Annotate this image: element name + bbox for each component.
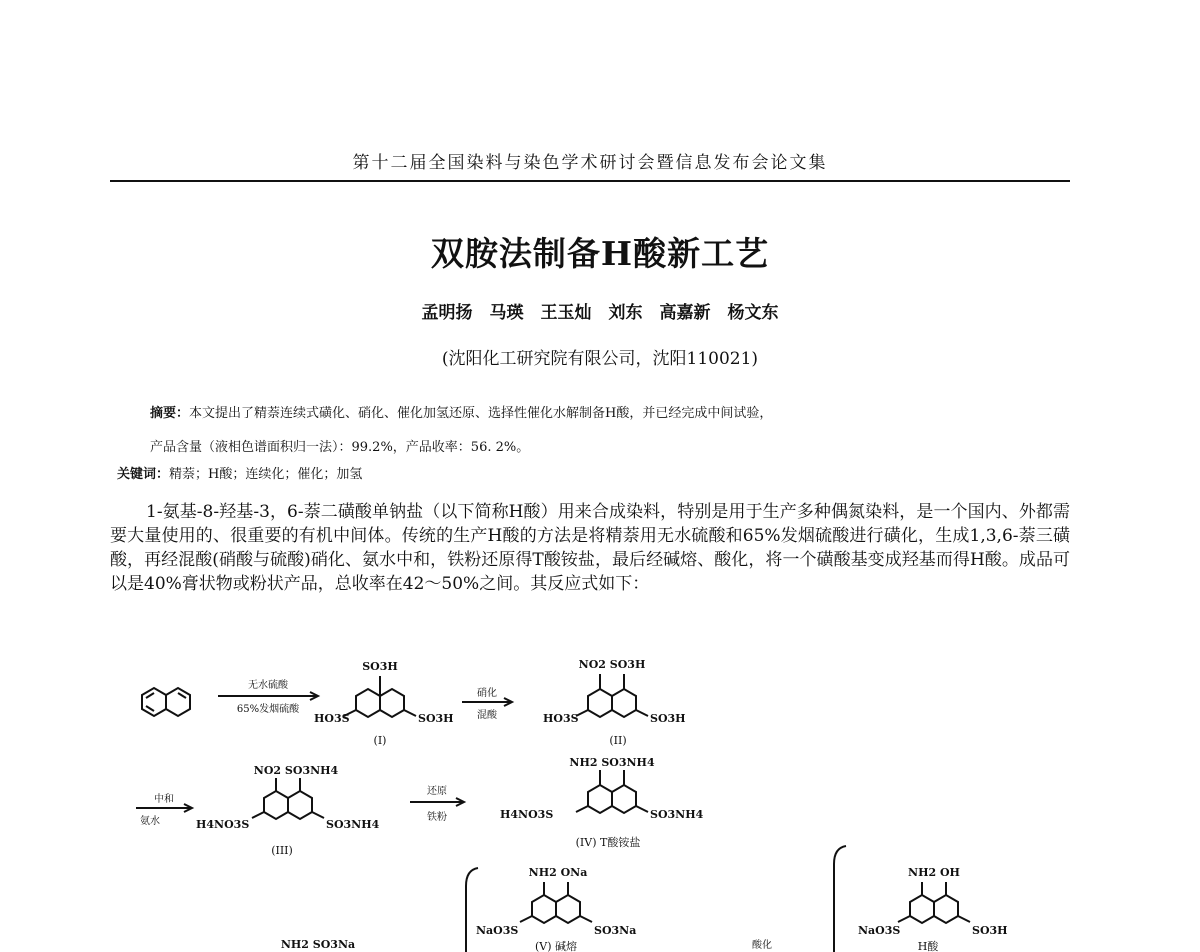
- arrow-5-top-label: 酸化: [752, 940, 772, 951]
- intro-paragraph: [110, 500, 1070, 596]
- arrow-4-bottom-label: 铁粉: [427, 812, 447, 823]
- bracket-right: [834, 846, 846, 952]
- paper-title: 双胺法制备H酸新工艺: [430, 234, 770, 273]
- compound-3-right-group: SO3NH4: [326, 818, 380, 831]
- h-acid-structure: [898, 882, 970, 923]
- reaction-scheme: [0, 640, 1200, 952]
- compound-2-top-group: NO2 SO3H: [578, 658, 646, 671]
- arrow-4-top-label: 还原: [427, 786, 447, 797]
- h-acid-label: H酸: [917, 940, 939, 952]
- abstract-line-1: [150, 402, 772, 421]
- compound-2-left-group: HO3S: [543, 712, 579, 725]
- h-acid-top-group: NH2 OH: [908, 866, 960, 879]
- compound-6-top-group: NH2 ONa: [528, 866, 588, 879]
- compound-1-structure: [344, 676, 416, 717]
- compound-3-top-group: NO2 SO3NH4: [253, 764, 339, 777]
- header-rule: [110, 180, 1070, 182]
- compound-4-structure: [576, 770, 648, 813]
- compound-1-top-group: SO3H: [362, 660, 398, 673]
- compound-5-top-group: NH2 SO3Na: [280, 938, 356, 951]
- compound-4-right-group: SO3NH4: [650, 808, 704, 821]
- compound-4-left-group: H4NO3S: [500, 808, 554, 821]
- compound-6-label: (V) 碱熔: [534, 940, 578, 952]
- compound-4-label: (IV) T酸铵盐: [575, 836, 641, 849]
- compound-6-left-group: NaO3S: [476, 924, 519, 937]
- abstract-label: 摘要：: [150, 406, 190, 421]
- h-acid-right-group: SO3H: [972, 924, 1008, 937]
- h-acid-left-group: NaO3S: [858, 924, 901, 937]
- author-list: 孟明扬 马瑛 王玉灿 刘东 高嘉新 杨文东: [421, 303, 779, 323]
- arrow-1-top-label: 无水硫酸: [248, 680, 288, 691]
- abstract-text-1: 本文提出了精萘连续式磺化、硝化、催化加氢还原、选择性催化水解制备H酸，并已经完成中间试验，: [189, 406, 773, 421]
- arrow-1-bottom-label: 65%发烟硫酸: [236, 704, 300, 715]
- compound-2-right-group: SO3H: [650, 712, 686, 725]
- arrow-2-bottom-label: 混酸: [477, 710, 497, 721]
- compound-6-right-group: SO3Na: [594, 924, 637, 937]
- keywords-label: 关键词：: [117, 467, 170, 482]
- intro-text: 1-氨基-8-羟基-3，6-萘二磺酸单钠盐（以下简称H酸）用来合成染料，特别是用于生产多种偶氮染料，是一个国内、外都需要大量使用的、很重要的有机中间体。传统的生产H酸的方法是将精萘用无水硫酸和65%发烟硫酸进行磺化，生成1,3,6-萘三磺酸，再经混酸(硝酸与硫酸)硝化、氨水中和，铁粉还原得T酸铵盐，最后经碱熔、酸化，将一个磺酸基变成羟基而得H酸。成品可以是40%膏状物或粉状产品，总收率在42～50%之间。其反应式如下：: [110, 502, 1070, 594]
- keywords-line: [117, 463, 362, 482]
- bracket-left: [466, 868, 478, 952]
- running-header: 第十二届全国染料与染色学术研讨会暨信息发布会论文集: [352, 153, 828, 173]
- compound-1-label: (I): [373, 734, 387, 747]
- arrow-3-top-label: 中和: [154, 794, 174, 805]
- keywords-text: 精萘；H酸；连续化；催化；加氢: [169, 467, 363, 482]
- abstract-text-2: 产品含量（液相色谱面积归一法）：99.2%，产品收率：56. 2%。: [150, 440, 530, 455]
- affiliation: (沈阳化工研究院有限公司，沈阳110021): [441, 349, 759, 369]
- compound-1-left-group: HO3S: [314, 712, 350, 725]
- compound-1-right-group: SO3H: [418, 712, 454, 725]
- compound-2-structure: [576, 674, 648, 717]
- naphthalene-structure: [142, 688, 190, 716]
- compound-2-label: (II): [609, 734, 627, 747]
- arrow-3-bottom-label: 氨水: [140, 816, 160, 827]
- arrow-2-top-label: 硝化: [477, 688, 497, 699]
- compound-3-left-group: H4NO3S: [196, 818, 250, 831]
- compound-4-top-group: NH2 SO3NH4: [569, 756, 655, 769]
- compound-3-label: (III): [271, 844, 293, 857]
- compound-3-structure: [252, 778, 324, 819]
- compound-6-structure: [520, 882, 592, 923]
